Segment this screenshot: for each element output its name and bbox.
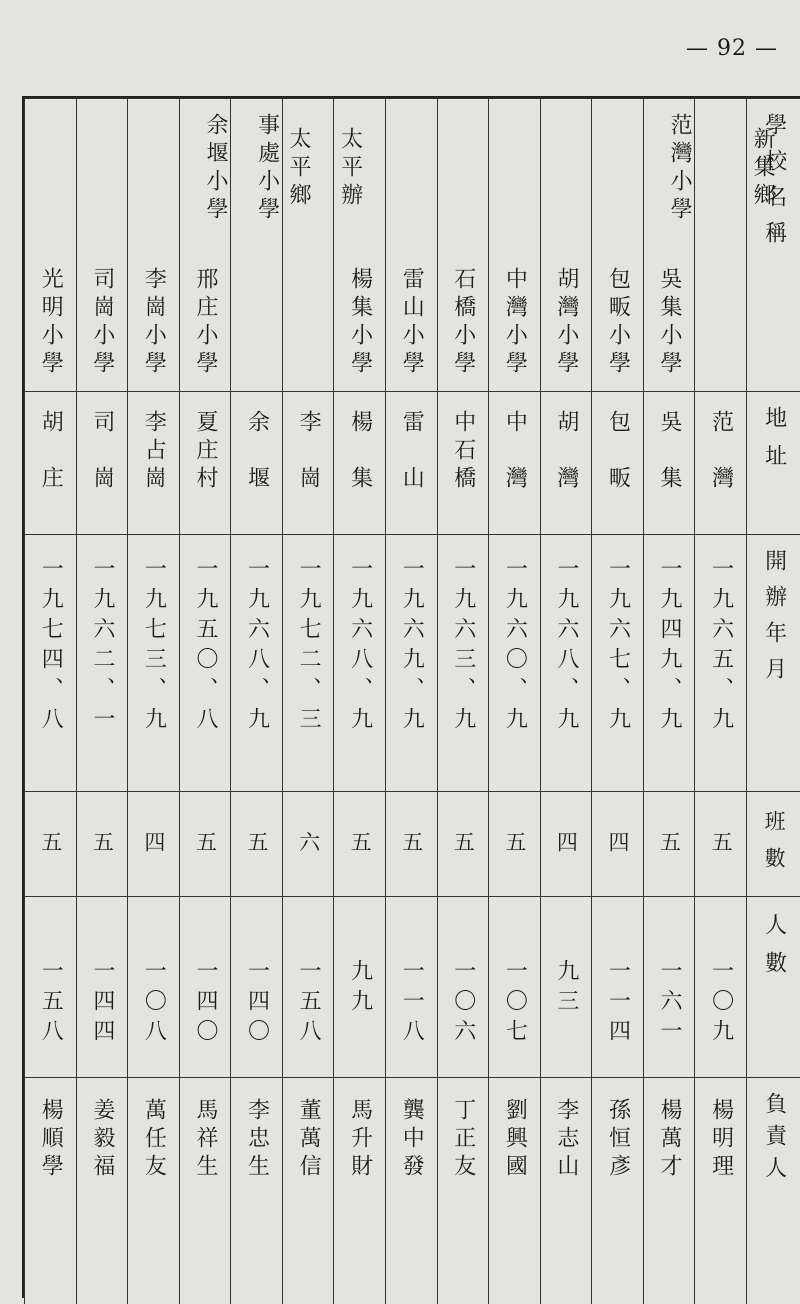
cell-principal (179, 1078, 231, 1304)
school-students: 一〇七 (503, 959, 525, 1049)
cell-founded (695, 535, 747, 792)
school-principal: 姜毅福 (91, 1098, 113, 1182)
school-principal: 李忠生 (246, 1098, 268, 1182)
school-principal: 馬祥生 (194, 1098, 216, 1182)
school-address: 胡 灣 (555, 410, 577, 494)
cell-classes (282, 792, 334, 897)
school-students: 一四〇 (246, 959, 268, 1049)
column-header-label: 人數 (763, 913, 785, 989)
school-principal: 楊萬才 (658, 1098, 680, 1182)
cell-founded (643, 535, 695, 792)
cell-classes (489, 792, 541, 897)
school-founded: 一九六九、九 (400, 557, 422, 737)
school-principal: 董萬信 (297, 1098, 319, 1182)
school-students: 一〇六 (452, 959, 474, 1049)
cell-students (489, 897, 541, 1078)
header-principal (746, 1078, 800, 1304)
school-founded: 一九六二、一 (91, 557, 113, 737)
cell-founded (25, 535, 77, 792)
school-students: 一一四 (606, 959, 628, 1049)
cell-students (25, 897, 77, 1078)
cell-classes (437, 792, 489, 897)
cell-classes (179, 792, 231, 897)
school-students: 一四〇 (194, 959, 216, 1049)
school-address: 中 灣 (503, 410, 525, 494)
cell-classes (643, 792, 695, 897)
school-classes: 五 (194, 831, 215, 858)
school-students: 一一八 (400, 959, 422, 1049)
school-name: 光明小學 (39, 267, 61, 379)
school-founded: 一九六八、九 (246, 557, 268, 737)
school-students: 一四四 (91, 959, 113, 1049)
school-name: 太平辦 (339, 113, 361, 225)
school-name: 太平鄉 (287, 113, 309, 225)
school-name: 余堰小學 (204, 113, 226, 225)
cell-principal (643, 1078, 695, 1304)
cell-classes (540, 792, 592, 897)
cell-students (385, 897, 437, 1078)
cell-founded (128, 535, 180, 792)
cell-classes (385, 792, 437, 897)
school-founded: 一九六五、九 (710, 557, 732, 737)
cell-classes (76, 792, 128, 897)
school-principal: 馬升財 (349, 1098, 371, 1182)
cell-address (231, 392, 283, 535)
school-students: 一六一 (658, 959, 680, 1049)
cell-students (437, 897, 489, 1078)
page-number: — 92 — (686, 36, 778, 61)
cell-principal (231, 1078, 283, 1304)
cell-students (592, 897, 644, 1078)
row-classes (25, 792, 800, 897)
cell-students (128, 897, 180, 1078)
cell-principal (334, 1078, 386, 1304)
cell-principal (695, 1078, 747, 1304)
cell-founded (282, 535, 334, 792)
school-founded: 一九六八、九 (555, 557, 577, 737)
cell-address (540, 392, 592, 535)
school-name: 吳集小學 (658, 267, 680, 379)
school-address: 余 堰 (246, 410, 268, 494)
school-founded: 一九六八、九 (349, 557, 371, 737)
row-name (25, 99, 800, 392)
school-address: 雷 山 (400, 410, 422, 494)
cell-principal (592, 1078, 644, 1304)
row-founded (25, 535, 800, 792)
school-name: 中灣小學 (503, 267, 525, 379)
cell-founded (231, 535, 283, 792)
school-principal: 楊明理 (710, 1098, 732, 1182)
school-address: 包 畈 (606, 410, 628, 494)
school-classes: 五 (710, 831, 731, 858)
school-address: 吳 集 (658, 410, 680, 494)
school-address: 李 崗 (297, 410, 319, 494)
school-name: 楊集小學 (349, 267, 371, 379)
header-classes (746, 792, 800, 897)
school-name: 包畈小學 (606, 267, 628, 379)
column-header-label: 開辦年月 (763, 549, 785, 693)
school-principal: 萬任友 (142, 1098, 164, 1182)
cell-classes (695, 792, 747, 897)
school-founded: 一九五〇、八 (194, 557, 216, 737)
cell-founded (76, 535, 128, 792)
cell-address (76, 392, 128, 535)
school-address: 中石橋 (452, 410, 474, 494)
cell-students (695, 897, 747, 1078)
cell-classes (592, 792, 644, 897)
cell-students (76, 897, 128, 1078)
cell-classes (128, 792, 180, 897)
cell-principal (128, 1078, 180, 1304)
cell-founded (592, 535, 644, 792)
cell-address (385, 392, 437, 535)
school-principal: 孫恒彥 (606, 1098, 628, 1182)
school-principal: 龔中發 (400, 1098, 422, 1182)
school-name: 事處小學 (256, 113, 278, 225)
school-classes: 五 (349, 831, 370, 858)
school-founded: 一九六〇、九 (503, 557, 525, 737)
school-founded: 一九七二、三 (297, 557, 319, 737)
school-students: 一五八 (297, 959, 319, 1049)
school-name: 司崗小學 (91, 267, 113, 379)
cell-principal (489, 1078, 541, 1304)
cell-students (282, 897, 334, 1078)
cell-students (643, 897, 695, 1078)
cell-founded (489, 535, 541, 792)
cell-classes (334, 792, 386, 897)
school-classes: 四 (607, 831, 628, 858)
header-students (746, 897, 800, 1078)
cell-principal (282, 1078, 334, 1304)
school-name: 新集鄉 (751, 113, 773, 225)
school-classes: 五 (40, 831, 61, 858)
cell-principal (25, 1078, 77, 1304)
school-address: 胡 庄 (39, 410, 61, 494)
school-students: 九三 (555, 959, 577, 1019)
cell-classes (25, 792, 77, 897)
column-header-label: 學校名稱 (763, 113, 785, 257)
school-classes: 五 (401, 831, 422, 858)
row-principal (25, 1078, 800, 1304)
cell-principal (385, 1078, 437, 1304)
school-classes: 五 (91, 831, 112, 858)
cell-address (643, 392, 695, 535)
column-header-label: 班數 (763, 810, 784, 884)
cell-founded (334, 535, 386, 792)
cell-students (334, 897, 386, 1078)
school-classes: 四 (555, 831, 576, 858)
cell-students (540, 897, 592, 1078)
school-name: 范灣小學 (668, 113, 690, 225)
cell-address (489, 392, 541, 535)
row-students (25, 897, 800, 1078)
school-students: 一五八 (39, 959, 61, 1049)
school-founded: 一九四九、九 (658, 557, 680, 737)
school-students: 九九 (349, 959, 371, 1019)
school-name: 邢庄小學 (194, 267, 216, 379)
cell-address (128, 392, 180, 535)
school-address: 夏庄村 (194, 410, 216, 494)
cell-address (282, 392, 334, 535)
school-classes: 六 (298, 831, 319, 858)
school-founded: 一九七四、八 (39, 557, 61, 737)
cell-address (592, 392, 644, 535)
cell-address (695, 392, 747, 535)
school-students: 一〇八 (142, 959, 164, 1049)
school-classes: 五 (504, 831, 525, 858)
school-classes: 五 (452, 831, 473, 858)
cell-students (179, 897, 231, 1078)
header-founded (746, 535, 800, 792)
cell-address (179, 392, 231, 535)
cell-address (25, 392, 77, 535)
header-address (746, 392, 800, 535)
school-students: 一〇九 (710, 959, 732, 1049)
school-founded: 一九六三、九 (452, 557, 474, 737)
cell-founded (385, 535, 437, 792)
school-name: 雷山小學 (400, 267, 422, 379)
school-address: 楊 集 (349, 410, 371, 494)
cell-principal (76, 1078, 128, 1304)
school-principal: 李志山 (555, 1098, 577, 1182)
school-table (24, 98, 800, 1304)
cell-founded (179, 535, 231, 792)
cell-classes (231, 792, 283, 897)
school-address: 司 崗 (91, 410, 113, 494)
school-founded: 一九六七、九 (606, 557, 628, 737)
school-classes: 四 (143, 831, 164, 858)
school-name: 李崗小學 (142, 267, 164, 379)
school-classes: 五 (659, 831, 680, 858)
column-header-label: 負責人 (763, 1092, 785, 1188)
school-founded: 一九七三、九 (142, 557, 164, 737)
school-principal: 楊順學 (39, 1098, 61, 1182)
school-name: 石橋小學 (452, 267, 474, 379)
school-name: 胡灣小學 (555, 267, 577, 379)
cell-principal (437, 1078, 489, 1304)
cell-students (231, 897, 283, 1078)
cell-address (437, 392, 489, 535)
school-address: 李占崗 (142, 410, 164, 494)
cell-principal (540, 1078, 592, 1304)
school-principal: 劉興國 (503, 1098, 525, 1182)
school-classes: 五 (246, 831, 267, 858)
school-principal: 丁正友 (452, 1098, 474, 1182)
school-address: 范 灣 (710, 410, 732, 494)
column-header-label: 地址 (763, 406, 785, 482)
row-address (25, 392, 800, 535)
cell-founded (437, 535, 489, 792)
cell-address (334, 392, 386, 535)
cell-founded (540, 535, 592, 792)
